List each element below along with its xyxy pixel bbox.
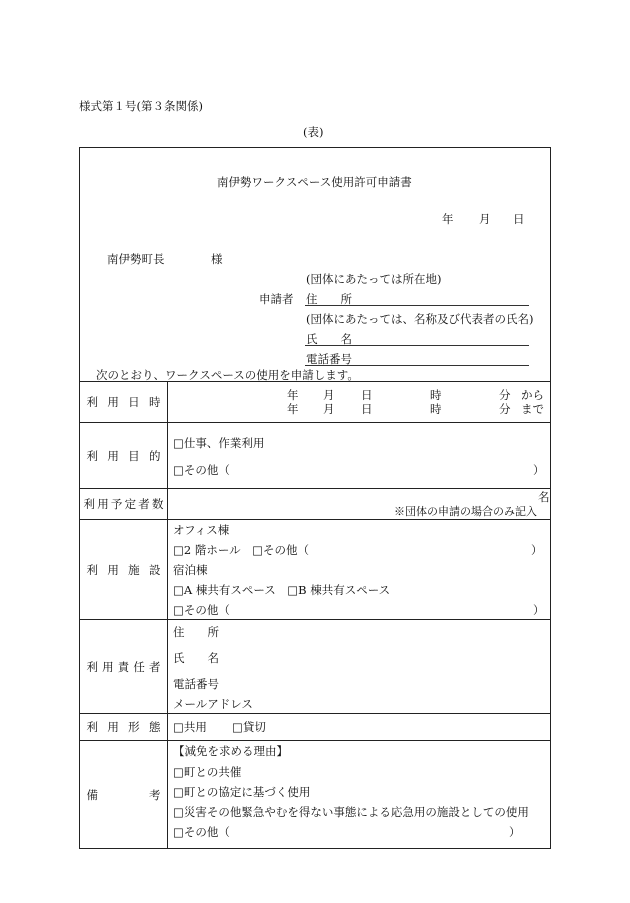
remarks-cohost-checkbox[interactable]: □町との共催 (173, 765, 242, 779)
address-note: (団体にあたっては所在地) (306, 272, 442, 286)
planned-users-unit: 名 (538, 490, 550, 504)
lodging-options[interactable]: □A 棟共有スペース □B 棟共有スペース (173, 583, 391, 597)
date-month: 月 (479, 212, 491, 226)
remarks-agreement-checkbox[interactable]: □町との協定に基づく使用 (173, 785, 311, 799)
purpose-other-checkbox[interactable]: □その他（ (173, 463, 230, 477)
facility-other-checkbox[interactable]: □その他（ (173, 603, 230, 617)
phone-underline[interactable] (305, 365, 529, 366)
planned-users-note: ※団体の申請の場合のみ記入 (394, 505, 537, 518)
remarks-other-close: ） (509, 825, 521, 839)
office-options[interactable]: □2 階ホール □その他（ (173, 543, 309, 557)
remarks-heading: 【減免を求める理由】 (173, 744, 288, 758)
start-minute: 分 (499, 388, 511, 402)
office-other-close: ） (531, 543, 543, 557)
name-underline[interactable] (305, 345, 529, 346)
applicant-address-label: 住 所 (306, 292, 352, 306)
name-note: (団体にあたっては、名称及び代表者の氏名) (306, 312, 534, 326)
column-divider (167, 381, 168, 848)
remarks-other-checkbox[interactable]: □その他（ (173, 825, 230, 839)
remarks-disaster-checkbox[interactable]: □災害その他緊急やむを得ない事態による応急用の施設としての使用 (173, 805, 529, 819)
addressee-honorific: 様 (211, 252, 223, 266)
datetime-label: 利用日時 (86, 395, 161, 409)
remarks-label: 備考 (86, 787, 161, 802)
responsible-address: 住 所 (173, 625, 219, 639)
side-label: (表) (303, 125, 324, 139)
responsible-email: メールアドレス (173, 697, 253, 711)
applicant-label: 申請者 (259, 292, 294, 306)
end-hour: 時 (430, 402, 442, 416)
addressee-name: 南伊勢町長 (107, 252, 165, 266)
start-suffix: から (521, 388, 544, 402)
form-number: 様式第１号(第３条関係) (79, 99, 203, 113)
usage-shared-checkbox[interactable]: □共用 (173, 720, 207, 734)
planned-users-label: 利用予定者数 (83, 497, 164, 511)
usage-private-checkbox[interactable]: □貸切 (232, 720, 266, 734)
office-building-heading: オフィス棟 (173, 523, 230, 537)
start-month: 月 (323, 388, 335, 402)
end-month: 月 (323, 402, 335, 416)
start-hour: 時 (430, 388, 442, 402)
end-year: 年 (287, 402, 299, 416)
responsible-phone: 電話番号 (173, 677, 219, 691)
purpose-label: 利用目的 (86, 448, 161, 463)
usage-type-label: 利用形態 (86, 720, 161, 734)
start-year: 年 (287, 388, 299, 402)
date-day: 日 (513, 212, 525, 226)
facility-label: 利用施設 (86, 562, 161, 577)
applicant-name-label: 氏 名 (306, 332, 352, 346)
request-text: 次のとおり、ワークスペースの使用を申請します。 (96, 368, 359, 382)
responsible-label: 利用責任者 (86, 659, 161, 674)
purpose-work-checkbox[interactable]: □仕事、作業利用 (173, 436, 265, 450)
form-title: 南伊勢ワークスペース使用許可申請書 (217, 175, 412, 189)
start-day: 日 (361, 388, 373, 402)
date-year: 年 (442, 212, 454, 226)
purpose-other-close: ） (533, 463, 545, 477)
facility-other-close: ） (533, 603, 545, 617)
address-underline[interactable] (305, 305, 529, 306)
applicant-phone-label: 電話番号 (306, 352, 352, 366)
end-day: 日 (361, 402, 373, 416)
responsible-name: 氏 名 (173, 651, 219, 665)
end-minute: 分 (499, 402, 511, 416)
lodging-building-heading: 宿泊棟 (173, 563, 208, 577)
end-suffix: まで (521, 402, 544, 416)
